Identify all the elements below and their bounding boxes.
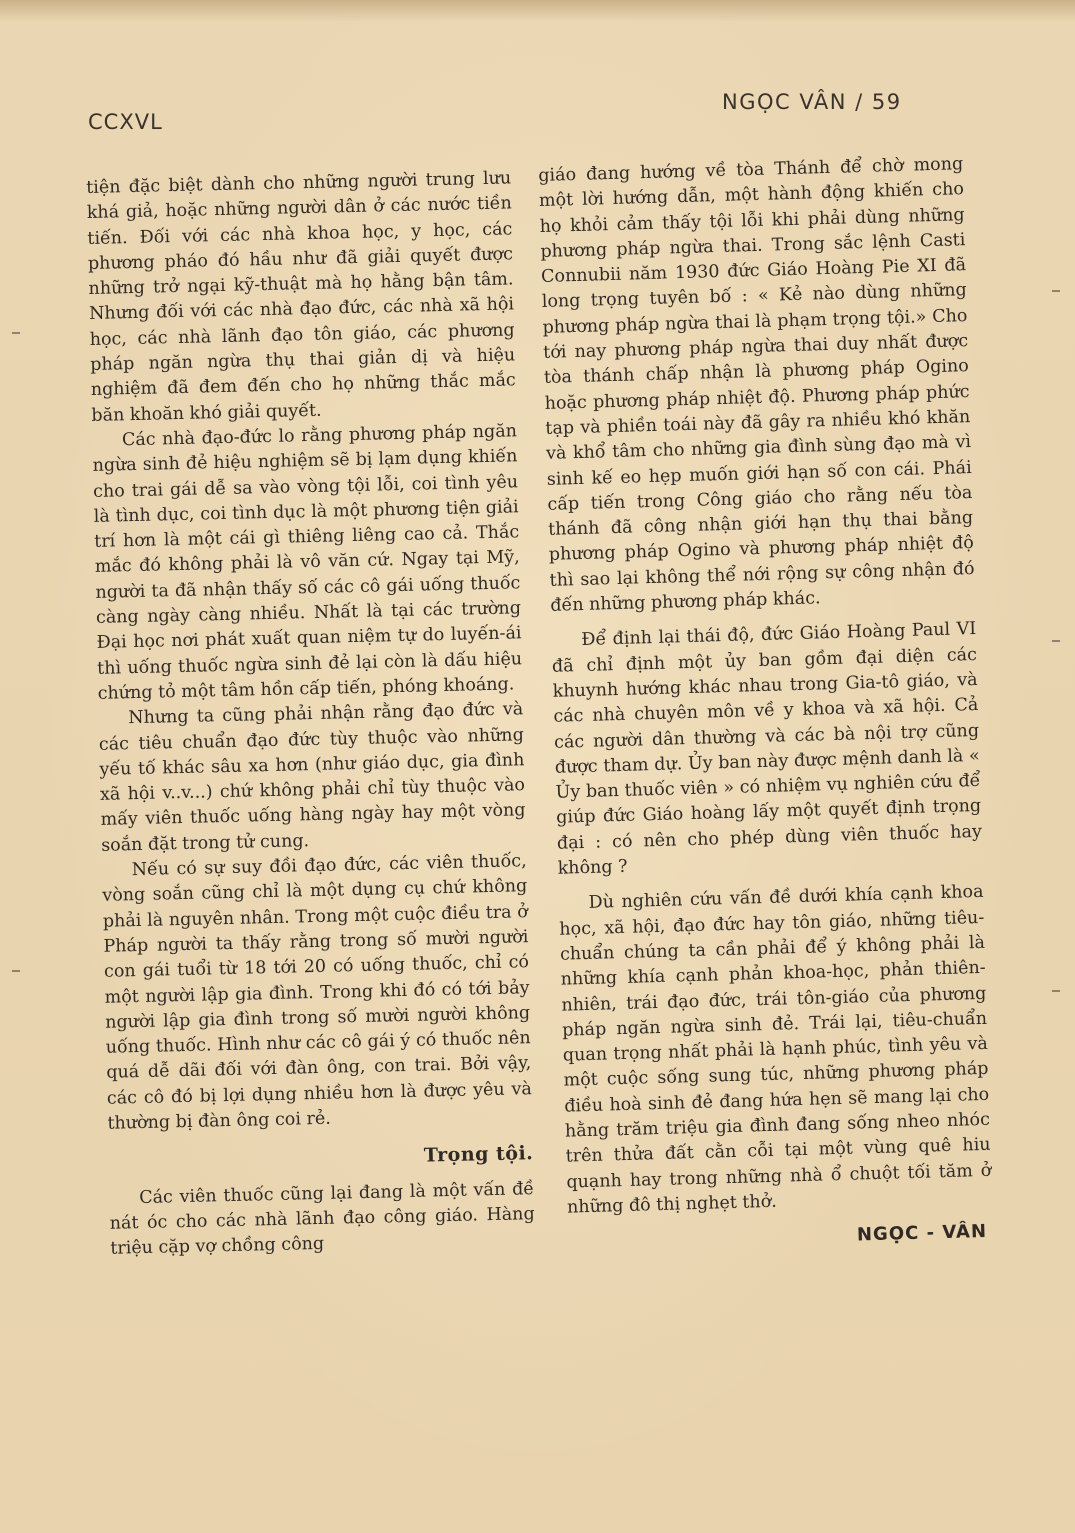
page-header-right: NGỌC VÂN / 59: [722, 90, 902, 114]
page-header-left: CCXVL: [88, 110, 163, 134]
left-paragraph-4: Nếu có sự suy đồi đạo đức, các viên thuốc, vòng soắn cũng chỉ là một dụng cụ chứ không phải là nguyên nhân. Trong một cuộc điều tra ở Pháp người ta thấy rằng trong số mười người con gái tuổi từ 18 tới 20 có uống thuốc, chỉ có một người lập gia đình. Trong khi đó có tới bảy người lập gia đình trong số mười người không uống thuốc. Hình như các cô gái ý có thuốc nên quá dễ dãi đối với đàn ông, con trai. Bởi vậy, các cô đó bị lợi dụng nhiều hơn là được yêu và thường bị đàn ông coi rẻ.: [102, 851, 533, 1134]
right-paragraph-1: giáo đang hướng về tòa Thánh để chờ mong một lời hướng dẫn, một hành động khiến cho họ khỏi cảm thấy tội lỗi khi phải dùng những phương pháp ngừa thai. Trong sắc lệnh Casti Connubii năm 1930 đức Giáo Hoàng Pie XI đã long trọng tuyên bố : « Kẻ nào dùng những phương pháp ngừa thai là phạm trọng tội.» Cho tới nay phương pháp ngừa thai duy nhất được tòa thánh chấp nhận là phương pháp Ogino hoặc phương pháp nhiệt độ. Phương pháp phức tạp và phiền toái này đã gây ra nhiều khó khăn và khổ tâm cho những gia đình sùng đạo mà vì sinh kế eo hẹp muốn giới hạn số con cái. Phái cấp tiến trong Công giáo cho rằng nếu tòa thánh đã công nhận giới hạn thụ thai bằng phương pháp Ogino và phương pháp nhiệt độ thì sao lại không thể nới rộng sự công nhận đó đến những phương pháp khác.: [538, 154, 975, 616]
margin-mark: [12, 970, 20, 972]
margin-mark: [1052, 640, 1060, 642]
margin-mark: [1052, 290, 1060, 292]
left-paragraph-1: tiện đặc biệt dành cho những người trung lưu khá giả, hoặc những người dân ở các nước tiền tiến. Đối với các nhà khoa học, y học, các phương pháo đó hầu như đã giải quyết được những trở ngại kỹ-thuật mà họ hằng bận tâm. Nhưng đối với các nhà đạo đức, các nhà xã hội học, các nhà lãnh đạo tôn giáo, các phương pháp ngăn ngừa thụ thai giản dị và hiệu nghiệm đã đem đến cho họ những thắc mắc băn khoăn khó giải quyết.: [86, 168, 516, 426]
left-paragraph-3: Nhưng ta cũng phải nhận rằng đạo đức và các tiêu chuẩn đạo đức tùy thuộc vào những yếu tố khác sâu xa hơn (như giáo dục, gia đình xã hội v..v...) chứ không phải chỉ tùy thuộc vào mấy viên thuốc uống hàng ngày hay một vòng soắn đặt trong tử cung.: [98, 699, 526, 856]
right-paragraph-2: Để định lại thái độ, đức Giáo Hoàng Paul VI đã chỉ định một ủy ban gồm đại diện các khuynh hướng khác nhau trong Gia-tô giáo, và các nhà chuyên môn về y khoa và xã hội. Cả các người dân thường và các bà nội trợ cũng được tham dự. Ủy ban này được mệnh danh là « Ủy ban thuốc viên » có nhiệm vụ nghiên cứu để giúp đức Giáo hoàng lấy một quyết định trọng đại : có nên cho phép dùng viên thuốc hay không ?: [551, 619, 983, 879]
left-column: [86, 166, 536, 1262]
left-paragraph-5: Các viên thuốc cũng lại đang là một vấn đề nát óc cho các nhà lãnh đạo công giáo. Hàng triệu cặp vợ chồng công: [109, 1178, 535, 1259]
margin-mark: [12, 332, 20, 334]
author-signature: NGỌC - VÂN: [856, 1221, 988, 1246]
right-column: [538, 152, 993, 1256]
left-paragraph-2: Các nhà đạo-đức lo rằng phương pháp ngăn ngừa sinh đẻ hiệu nghiệm sẽ bị lạm dụng khiến cho trai gái dễ sa vào vòng tội lỗi, coi tình yêu là tình dục, coi tình dục là một phương tiện giải trí hơn là một cái gì thiêng liêng cao cả. Thắc mắc đó không phải là vô văn cứ. Ngay tại Mỹ, người ta đã nhận thấy số các cô gái uống thuốc càng ngày càng nhiều. Nhất là tại các trường Đại học nơi phát xuất quan niệm tự do luyến-ái thì uống thuốc ngừa sinh đẻ lại còn là dấu hiệu chứng tỏ một tâm hồn cấp tiến, phóng khoáng.: [92, 421, 523, 704]
margin-mark: [1052, 990, 1060, 992]
right-paragraph-3: Dù nghiên cứu vấn đề dưới khía cạnh khoa học, xã hội, đạo đức hay tôn giáo, những tiêu-chuẩn chúng ta cần phải để ý không phải là những khía cạnh phản khoa-học, phản thiên-nhiên, trái đạo đức, trái tôn-giáo của phương pháp ngăn ngừa sinh đẻ. Trái lại, tiêu-chuẩn quan trọng nhất phải là hạnh phúc, tình yêu và một cuộc sống sung túc, những phương pháp điều hoà sinh đẻ đang hứa hẹn sẽ mang lại cho hằng trăm triệu gia đình đang sống nheo nhóc trên thửa đất cằn cỗi tại một vùng quê hiu quạnh hay trong những nhà ổ chuột tối tăm ở những đô thị nghẹt thở.: [559, 882, 992, 1218]
section-heading: Trọng tội.: [423, 1142, 534, 1167]
page-edge-shadow: [0, 0, 1075, 22]
